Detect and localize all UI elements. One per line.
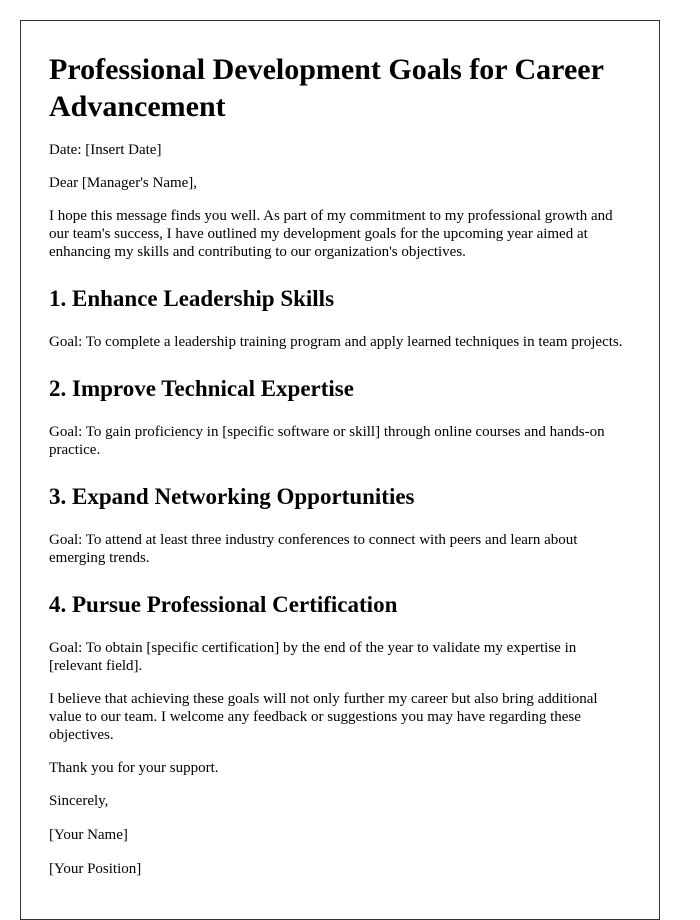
salutation: Dear [Manager's Name], [49, 175, 198, 191]
goal-text-2: Goal: To gain proficiency in [specific software or skill] through online courses and hands-on practice. [49, 424, 605, 458]
thanks-line: Thank you for your support. [49, 760, 219, 776]
goal-heading-3: 3. Expand Networking Opportunities [49, 484, 415, 509]
closing-paragraph: I believe that achieving these goals will not only further my career but also bring additional value to our team. I welcome any feedback or suggestions you may have regarding these objectives. [49, 691, 598, 743]
goal-heading-4: 4. Pursue Professional Certification [49, 592, 398, 617]
sign-off: Sincerely, [49, 793, 109, 809]
goal-heading-2: 2. Improve Technical Expertise [49, 376, 354, 401]
goal-text-4: Goal: To obtain [specific certification] by the end of the year to validate my expertise in [relevant field]. [49, 640, 577, 674]
date-line: Date: [Insert Date] [49, 142, 162, 158]
goal-heading-1: 1. Enhance Leadership Skills [49, 286, 335, 311]
signer-position: [Your Position] [49, 861, 142, 877]
goal-text-1: Goal: To complete a leadership training program and apply learned techniques in team projects. [49, 334, 623, 350]
intro-paragraph: I hope this message finds you well. As part of my commitment to my professional growth and our team's success, I have outlined my development goals for the upcoming year aimed at enhancing my skills and contributing to our organization's objectives. [49, 208, 613, 260]
document-title: Professional Development Goals for Career Advancement [49, 53, 604, 123]
goal-text-3: Goal: To attend at least three industry conferences to connect with peers and learn about emerging trends. [49, 532, 578, 566]
signer-name: [Your Name] [49, 827, 128, 843]
letter-page [20, 20, 660, 920]
